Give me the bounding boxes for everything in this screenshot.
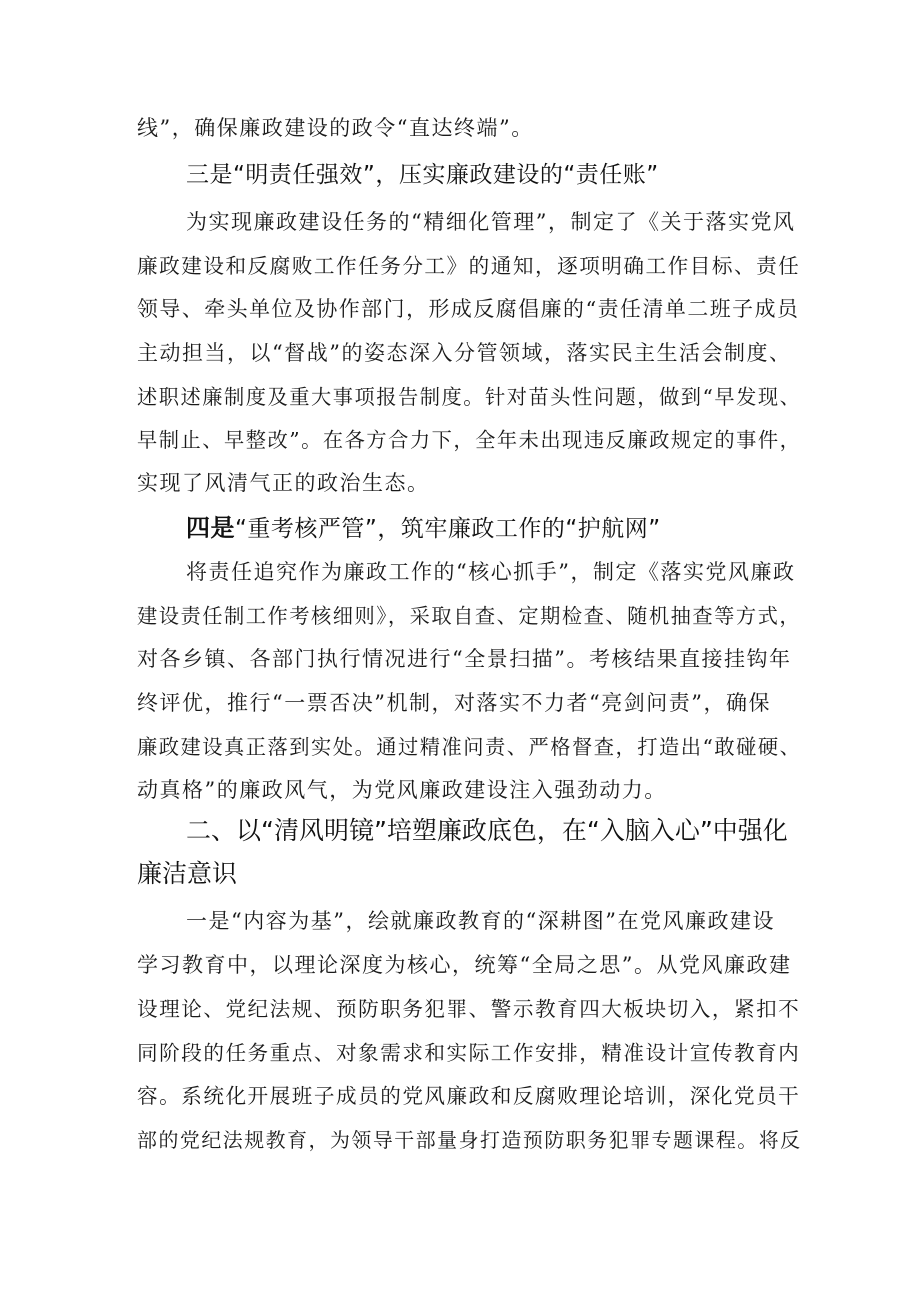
body-line: 述职述廉制度及重大事项报告制度。针对苗头性问题，做到“早发现、	[137, 385, 802, 409]
body-line: 为实现廉政建设任务的“精细化管理”，制定了《关于落实党风	[186, 210, 796, 234]
body-line: 实现了风清气正的政治生态。	[137, 471, 430, 495]
body-line: 将责任追究作为廉政工作的“核心抓手”，制定《落实党风廉政	[186, 560, 796, 584]
body-line: 部的党纪法规教育，为领导干部量身打造预防职务犯罪专题课程。将反	[137, 1128, 802, 1152]
body-line: 主动担当，以“督战”的姿态深入分管领域，落实民主生活会制度、	[137, 341, 792, 365]
body-line: 廉政建设真正落到实处。通过精准问责、严格督查，打造出“敢碰硬、	[137, 735, 802, 759]
body-line: 对各乡镇、各部门执行情况进行“全景扫描”。考核结果直接挂钩年	[137, 647, 792, 671]
body-line: 建设责任制工作考核细则》，采取自查、定期检查、随机抽查等方式，	[137, 604, 802, 628]
subheading-4	[186, 512, 661, 545]
subheading-3: 三是“明责任强效”，压实廉政建设的“责任账”	[186, 162, 659, 188]
body-line: 终评优，推行“一票否决”机制，对落实不力者“亮剑问责”，确保	[137, 691, 771, 715]
body-line: 领导、牵头单位及协作部门，形成反腐倡廉的“责任清单二班子成员	[137, 297, 800, 321]
body-line: 设理论、党纪法规、预防职务犯罪、警示教育四大板块切入，紧扣不	[137, 997, 801, 1021]
body-line: 一是“内容为基”，绘就廉政教育的“深耕图”在党风廉政建设	[186, 909, 775, 933]
body-line: 廉政建设和反腐败工作任务分工》的通知，逐项明确工作目标、责任	[137, 254, 801, 278]
body-line: 学习教育中，以理论深度为核心，统筹“全局之思”。从党风廉政建	[137, 953, 792, 977]
subheading-4-prefix: 四是	[186, 514, 235, 542]
body-line: 容。系统化开展班子成员的党风廉政和反腐败理论培训，深化党员干	[137, 1084, 801, 1108]
body-line: 线”，确保廉政建设的政令“直达终端”。	[137, 116, 534, 140]
subheading-4-text: “重考核严管”，筑牢廉政工作的“护航网”	[235, 516, 661, 542]
body-line: 动真格”的廉政风气，为党风廉政建设注入强劲动力。	[137, 778, 667, 802]
body-line: 同阶段的任务重点、对象需求和实际工作安排，精准设计宣传教育内	[137, 1041, 801, 1065]
section-heading: 二、以“清风明镜”培塑廉政底色，在“入脑入心”中强化	[186, 816, 788, 845]
body-line: 早制止、早整改”。在各方合力下，全年未出现违反廉政规定的事件，	[137, 428, 802, 452]
section-heading-cont: 廉洁意识	[137, 859, 238, 888]
